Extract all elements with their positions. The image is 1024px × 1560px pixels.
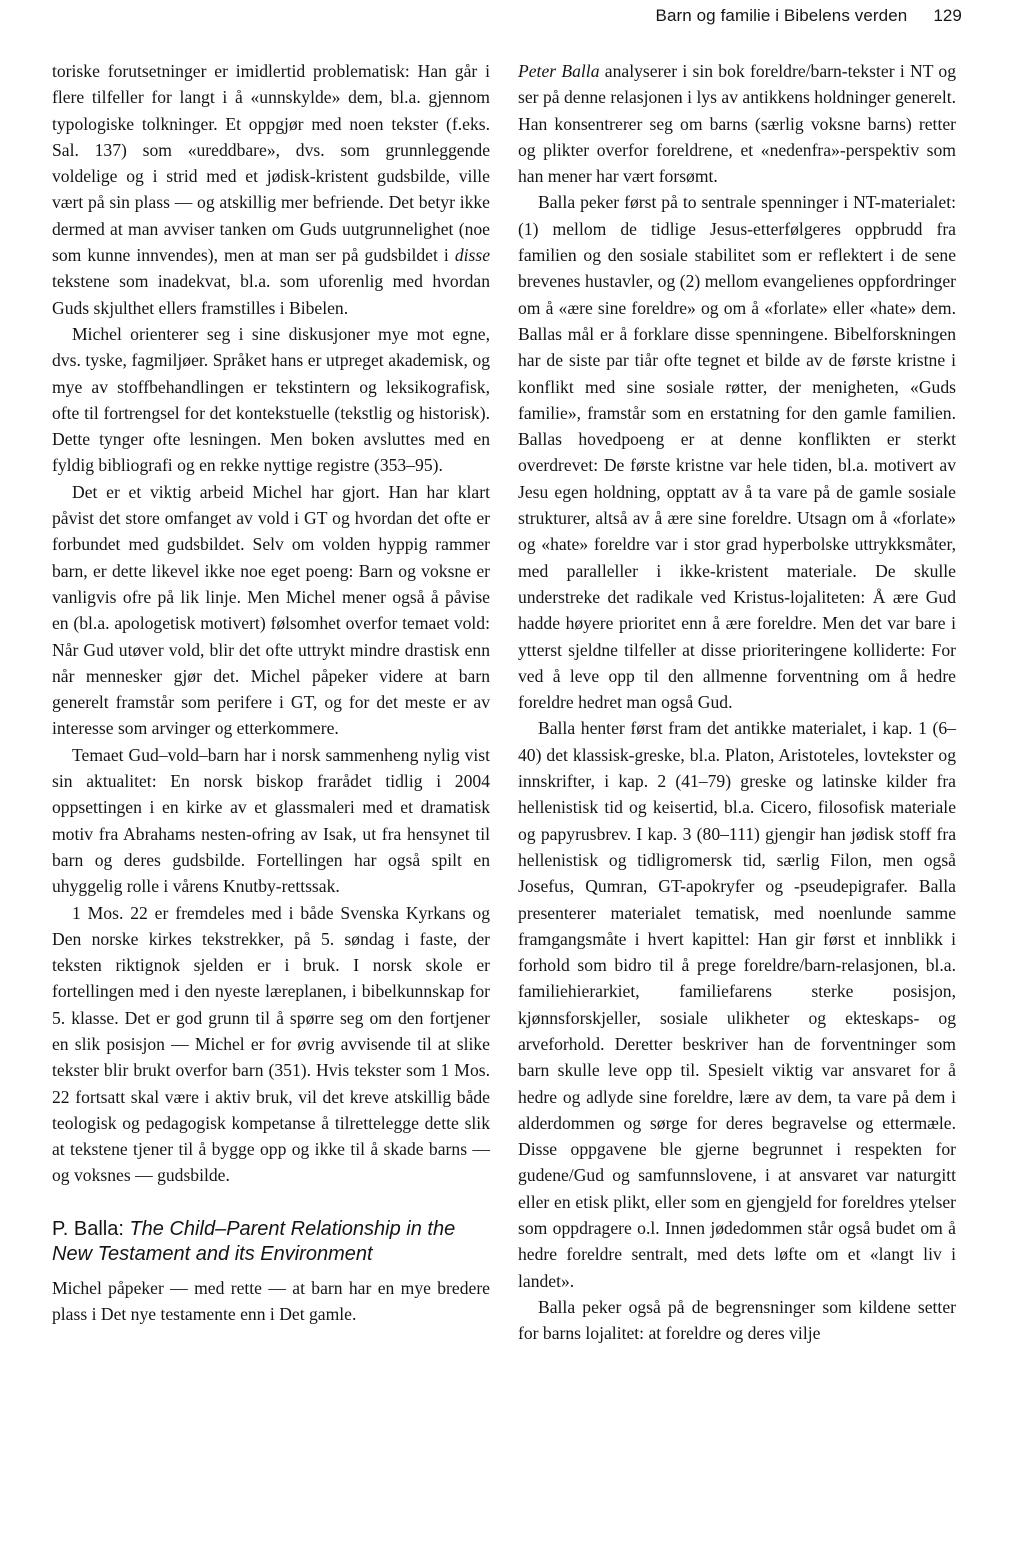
section-heading: [52, 1217, 490, 1267]
paragraph: Michel påpeker — med rette — at barn har en mye bredere plass i Det nye testamente enn i Det gamle.: [52, 1277, 490, 1325]
paragraph: Michel orienterer seg i sine diskusjoner mye mot egne, dvs. tyske, fagmiljøer. Språket hans er utpreget akademisk, og mye av stoffbehandlingen er tekstintern og leksikografisk, ofte til fortrengsel for det kontekstuelle (tekstlig og historisk). Dette tynger ofte lesningen. Men boken avsluttes med en fyldig bibliografi og en rekke nyttige registre (353–95).: [52, 323, 490, 476]
paragraph: 1 Mos. 22 er fremdeles med i både Svenska Kyrkans og Den norske kirkes tekstrekker, på 5. søndag i faste, der teksten riktignok sjelden er i bruk. I norsk skole er fortellingen med i den nyeste læreplanen, i bibelkunnskap for 5. klasse. Det er god grunn til å spørre seg om den fortjener en slik posisjon — Michel er for øvrig avvisende til at slike tekster blir brukt overfor barn (351). Hvis tekster som 1 Mos. 22 fortsatt skal være i aktiv bruk, vil det kreve atskillig både teologisk og pedagogisk kompetanse å tilrettelegge dette slik at tekstene tjener til å bygge opp og ikke til å skade barns — og voksnes — gudsbilde.: [52, 902, 490, 1186]
running-title: Barn og familie i Bibelens verden: [655, 6, 908, 25]
emphasis: disse: [454, 245, 490, 266]
paragraph: toriske forutsetninger er imidlertid problematisk: Han går i flere tilfeller for langt i å «unnskylde» dem, bl.a. gjennom typologiske tolkninger. Et oppgjør med noen tekster (f.eks. Sal. 137) som «ureddbare», dvs. som grunnleggende voldelige og i strid med et jødisk-kristent gudsbilde, ville vært på sin plass — og atskillig mer befriende. Det betyr ikke dermed at man avviser tanken om Guds uutgrunnelighet (noe som kunne innvendes), men at man ser på gudsbildet i disse tekstene som inadekvat, bl.a. som uforenlig med hvordan Guds skjulthet ellers framstilles i Bibelen.: [52, 61, 490, 318]
paragraph: Peter Balla analyserer i sin bok foreldre/barn-tekster i NT og ser på denne relasjonen i lys av antikkens holdninger generelt. Han konsentrerer seg om barns (særlig voksne barns) retter og plikter overfor foreldrene, et «nedenfra»-perspektiv som han mener har vært forsømt.: [518, 61, 956, 187]
heading-author: P. Balla:: [52, 1217, 130, 1240]
paragraph: Balla peker først på to sentrale spenninger i NT-materialet: (1) mellom de tidlige Jesus-etterfølgeres oppbrudd fra familien og den sosiale stabilitet som er reflektert i de sene brevenes hustavler, og (2) mellom evangelienes oppfordringer om å «ære sine foreldre» og om å «forlate» eller «hate» dem. Ballas mål er å forklare disse spenningene. Bibelforskningen har de siste par tiår ofte tegnet et bilde av de første kristne i konflikt med sine sosiale røtter, der menigheten, «Guds familie», framstår som en erstatning for den gamle familien. Ballas hovedpoeng er at denne konflikten er sterkt overdrevet: De første kristne var hele tiden, bl.a. motivert av Jesu egen holdning, opptatt av å ta vare på de gamle sosiale strukturer, altså av å ære sine foreldre. Utsagn om å «forlate» og «hate» foreldre var i stor grad hyperbolske uttrykksmåter, med paralleller i ikke-kristent materiale. De skulle understreke det radikale ved Kristus-lojaliteten: Å ære Gud hadde høyere prioritet enn å ære foreldre. Men det var bare i ytterst sjeldne tilfeller at disse prioriteringene kolliderte: For ved å leve opp til den allmenne forventning om å hedre foreldre hedret man også Gud.: [518, 192, 956, 713]
right-column: [518, 58, 956, 1347]
left-column: [52, 58, 490, 1327]
paragraph: Balla peker også på de begrensninger som kildene setter for barns lojalitet: at foreldre og deres vilje: [518, 1296, 956, 1344]
heading-book-title: The Child–Parent Relationship in the New Testament and its Environment: [52, 1217, 456, 1265]
paragraph: Det er et viktig arbeid Michel har gjort. Han har klart påvist det store omfanget av vold i GT og hvordan det ofte er forbundet med gudsbildet. Selv om volden hyppig rammer barn, er dette likevel ikke noe eget poeng: Barn og voksne er vanligvis ofre på lik linje. Men Michel mener også å påvise en (bl.a. apologetisk motivert) følsomhet overfor temaet vold: Når Gud utøver vold, blir det ofte uttrykt mindre drastisk enn når mennesker gjør det. Michel påpeker videre at barn generelt framstår som perifere i GT, og for det meste er av interesse som arvinger og etterkommere.: [52, 481, 490, 739]
running-header: [656, 6, 963, 26]
paragraph: Temaet Gud–vold–barn har i norsk sammenheng nylig vist sin aktualitet: En norsk biskop frarådet tidlig i 2004 oppsettingen i en kirke av et glassmaleri med et dramatisk motiv fra Abrahams nesten-ofring av Isak, ut fra hensynet til barn og deres gudsbilde. Fortellingen har også spilt en uhyggelig rolle i vårens Knutby-rettssak.: [52, 744, 490, 897]
page-number: 129: [933, 6, 962, 25]
paragraph: Balla henter først fram det antikke materialet, i kap. 1 (6–40) det klassisk-greske, bl.a. Platon, Aristoteles, lovtekster og innskrifter, i kap. 2 (41–79) greske og latinske kilder fra hellenistisk tid og keisertid, bl.a. Cicero, filosofisk materiale og papyrusbrev. I kap. 3 (80–111) gjengir han jødisk stoff fra hellenistisk og tidligromersk tid, særlig Filon, men også Josefus, Qumran, GT-apokryfer og -pseudepigrafer. Balla presenterer materialet tematisk, med noenlunde samme framgangsmåte i hvert kapittel: Han gir først et innblikk i forhold som bidro til å prege foreldre/barn-relasjonen, bl.a. familiehierarkiet, familiefarens sterke posisjon, kjønnsforskjeller, sosiale ulikheter og ekteskaps- og arveforhold. Deretter beskriver han de forventninger som barn skulle leve opp til. Spesielt viktig var ansvaret for å hedre og adlyde sine foreldre, lære av dem, ta vare på dem i alderdommen og sørge for deres begravelse og ettermæle. Disse oppgavene ble gjerne begrunnet i respekten for gudene/Gud og samfunnslovene, i at ansvaret var naturgitt eller en etisk plikt, eller som en gjengjeld for foreldres ytelser som oppdragere o.l. Innen jødedommen står også budet om å hedre foreldre sentralt, med dets løfte om et «langt liv i landet».: [518, 718, 956, 1291]
author-name: Peter Balla: [518, 61, 600, 81]
